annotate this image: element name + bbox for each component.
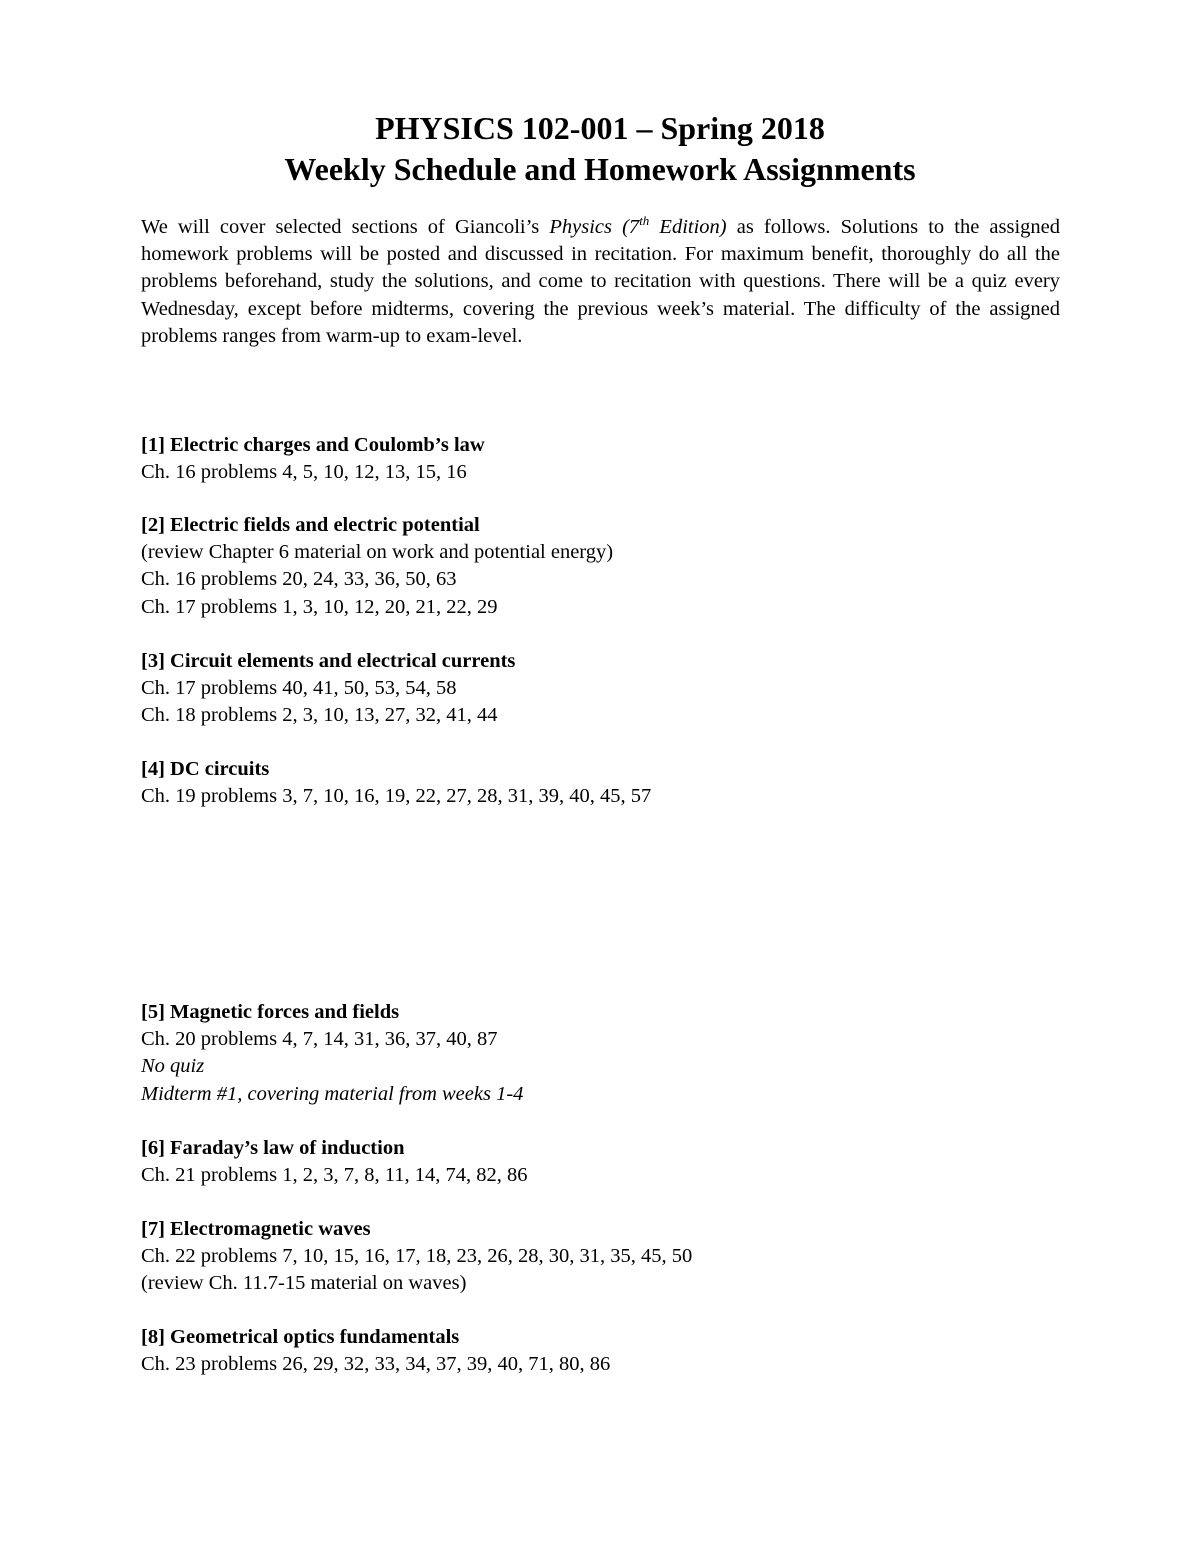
problem-line: Ch. 19 problems 3, 7, 10, 16, 19, 22, 27, 28, 31, 39, 40, 45, 57: [141, 785, 652, 808]
quiz-note: No quiz: [141, 1055, 205, 1078]
problem-line: Ch. 18 problems 2, 3, 10, 13, 27, 32, 41, 44: [141, 704, 498, 727]
week-3-section: [141, 648, 1041, 730]
problem-line: Ch. 23 problems 26, 29, 32, 33, 34, 37, 39, 40, 71, 80, 86: [141, 1353, 611, 1376]
week-heading: [6] Faraday’s law of induction: [141, 1137, 405, 1159]
week-7-section: [141, 1216, 1041, 1298]
week-heading: [4] DC circuits: [141, 758, 270, 780]
week-heading: [8] Geometrical optics fundamentals: [141, 1326, 460, 1348]
midterm-note: Midterm #1, covering material from weeks 1-4: [141, 1082, 524, 1105]
book-title: [549, 213, 727, 238]
week-heading: [3] Circuit elements and electrical currents: [141, 650, 516, 672]
problem-line: Ch. 16 problems 4, 5, 10, 12, 13, 15, 16: [141, 461, 467, 484]
book-edition-text: Edition): [649, 216, 727, 238]
intro-text-rest: as follows. Solutions to the assigned homework problems will be posted and discussed in recitation. For maximum benefit, thoroughly do all the problems beforehand, study the solutions, and come to recitation with questions. There will be a quiz every Wednesday, except before midterms, covering the previous week’s material. The difficulty of the assigned problems ranges from warm-up to exam-level.: [141, 216, 1061, 347]
problem-line: Ch. 20 problems 4, 7, 14, 31, 36, 37, 40, 87: [141, 1028, 498, 1051]
page-subtitle: Weekly Schedule and Homework Assignments: [284, 151, 916, 187]
intro-paragraph: [141, 214, 1060, 350]
review-note: (review Ch. 11.7-15 material on waves): [141, 1272, 467, 1295]
problem-line: Ch. 17 problems 1, 3, 10, 12, 20, 21, 22, 29: [141, 595, 498, 618]
book-edition-superscript: th: [639, 213, 650, 229]
week-4-section: [141, 756, 1041, 810]
problem-line: Ch. 22 problems 7, 10, 15, 16, 17, 18, 23, 26, 28, 30, 31, 35, 45, 50: [141, 1245, 693, 1268]
week-1-section: [141, 432, 1041, 486]
problem-line: Ch. 17 problems 40, 41, 50, 53, 54, 58: [141, 677, 457, 700]
week-heading: [1] Electric charges and Coulomb’s law: [141, 434, 485, 456]
intro-text-start: We will cover selected sections of Giancoli’s: [141, 216, 550, 238]
review-note: (review Chapter 6 material on work and potential energy): [141, 541, 614, 564]
problem-line: Ch. 16 problems 20, 24, 33, 36, 50, 63: [141, 568, 457, 591]
page-title: PHYSICS 102-001 – Spring 2018: [375, 110, 825, 146]
week-8-section: [141, 1324, 1041, 1378]
week-2-section: [141, 512, 1041, 621]
week-heading: [7] Electromagnetic waves: [141, 1218, 371, 1240]
problem-line: Ch. 21 problems 1, 2, 3, 7, 8, 11, 14, 74, 82, 86: [141, 1164, 528, 1187]
week-6-section: [141, 1135, 1041, 1189]
week-5-section: [141, 999, 1041, 1108]
week-heading: [2] Electric fields and electric potential: [141, 514, 480, 536]
book-title-text: Physics (7: [549, 216, 640, 238]
week-heading: [5] Magnetic forces and fields: [141, 1001, 400, 1023]
